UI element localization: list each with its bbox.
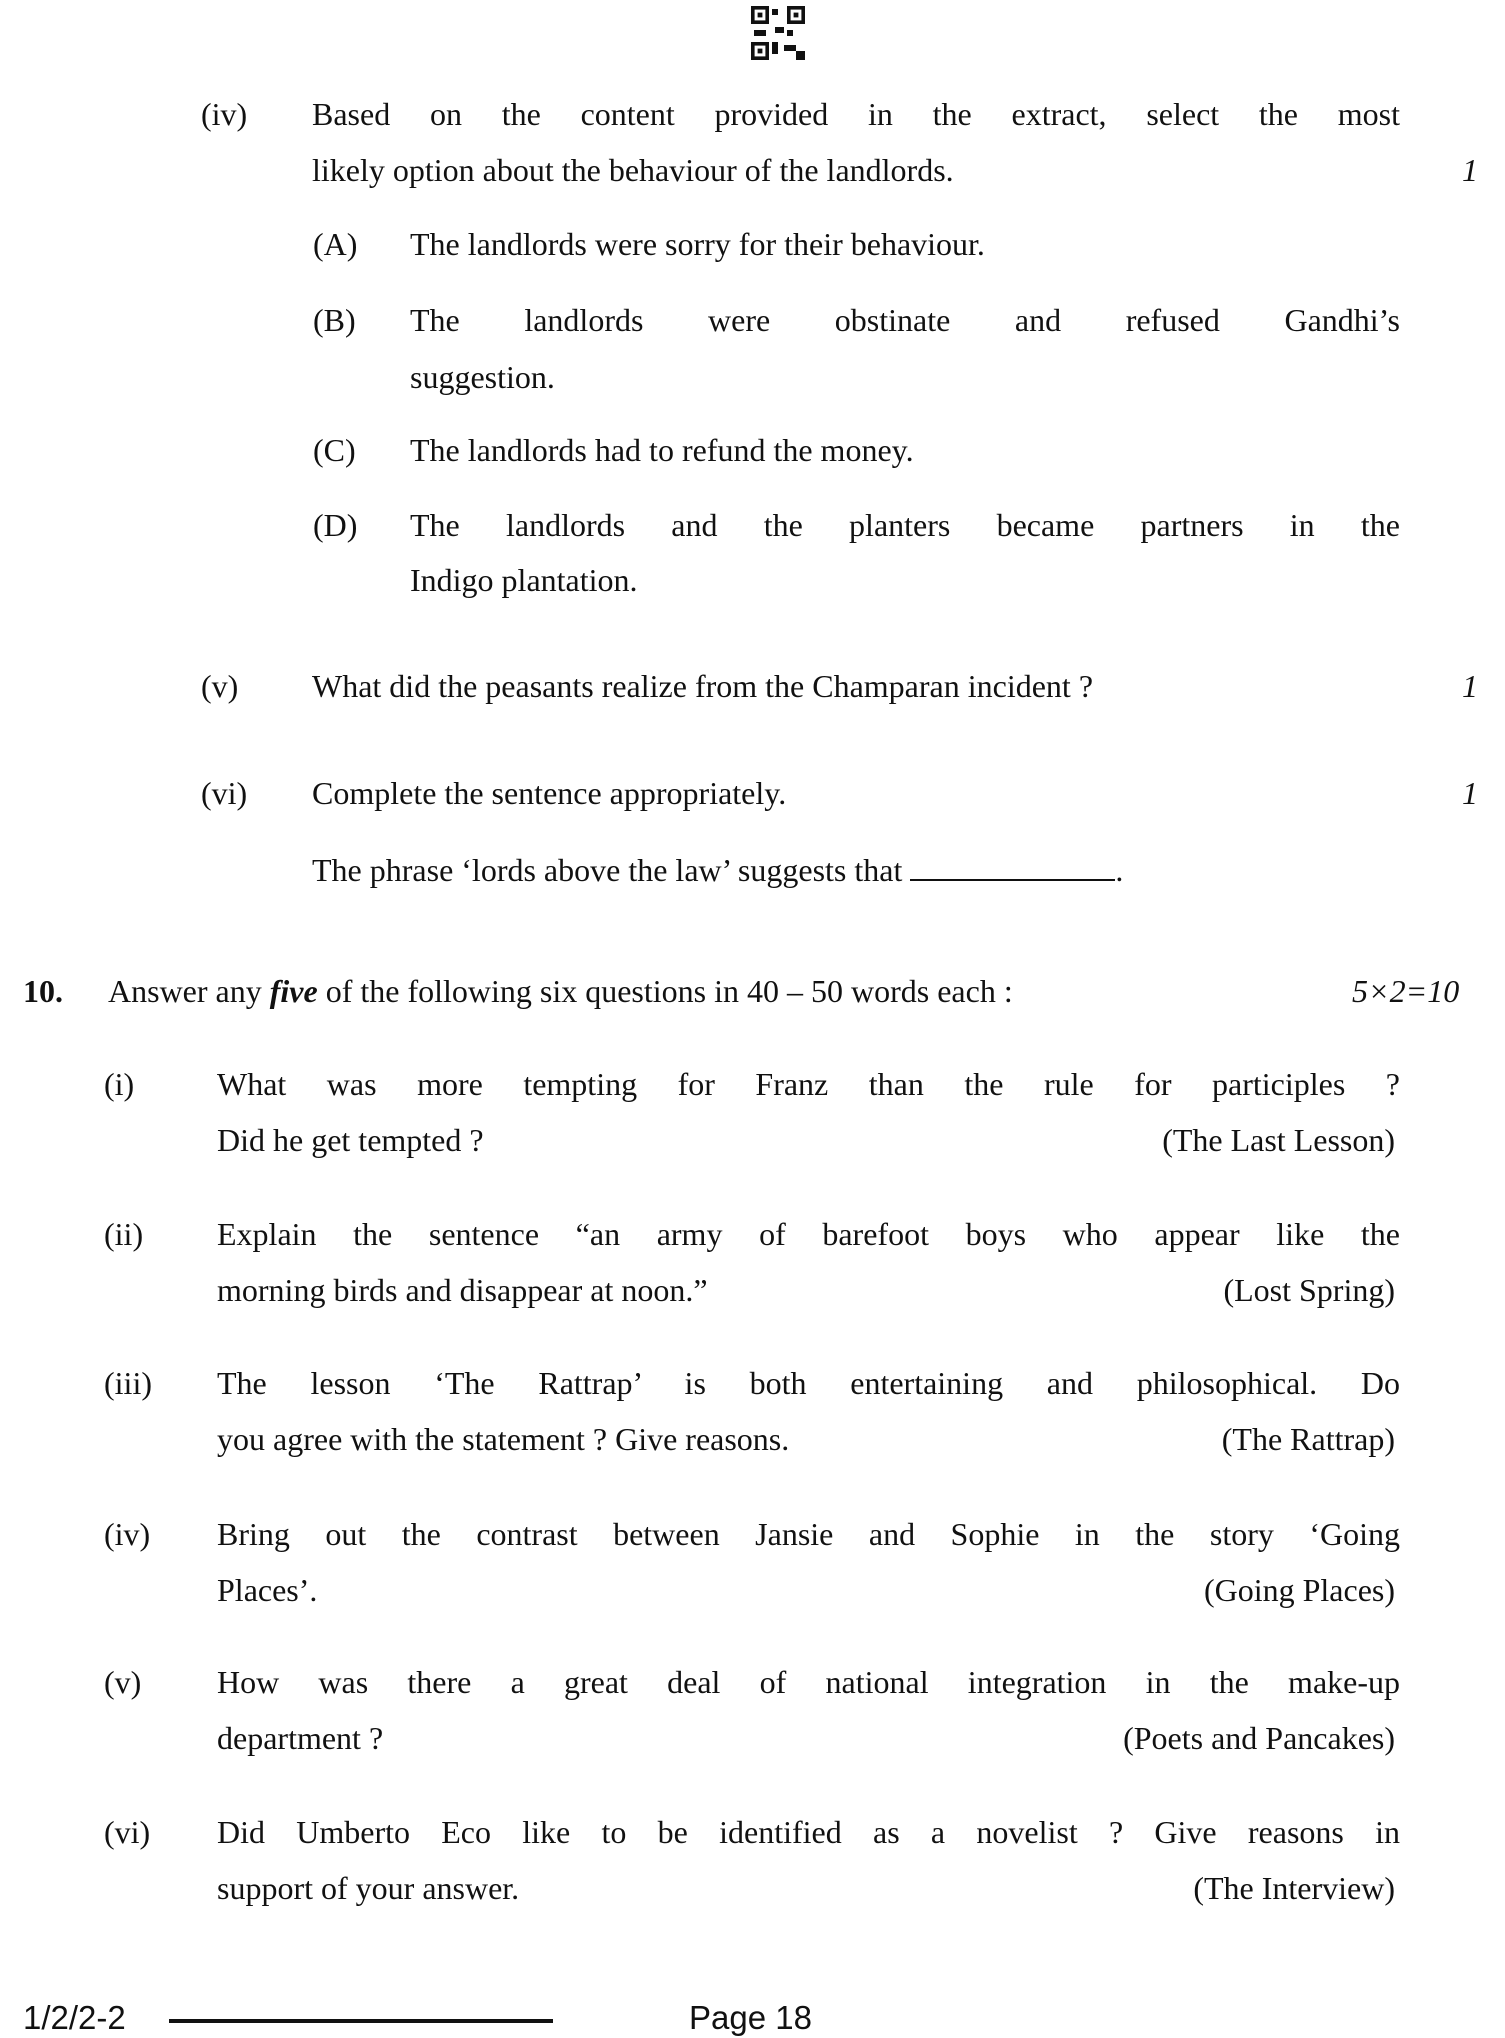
marks: 1 — [1462, 775, 1478, 811]
emphasis-five: five — [269, 973, 318, 1009]
question-text: The lesson ‘The Rattrap’ is both entertaining and philosophical. Do — [217, 1365, 1400, 1401]
question-text: Explain the sentence “an army of barefoot boys who appear like the — [217, 1216, 1400, 1252]
question-text: Did Umberto Eco like to be identified as a novelist ? Give reasons in — [217, 1814, 1400, 1850]
answer-blank — [910, 853, 1115, 881]
subquestion-label: (vi) — [104, 1814, 151, 1850]
option-label: (D) — [313, 507, 358, 543]
question-text: department ? — [217, 1720, 384, 1756]
marks: 1 — [1462, 668, 1478, 704]
paper-code: 1/2/2-2 — [23, 1999, 126, 2036]
subquestion-label: (v) — [104, 1664, 142, 1700]
question-instruction — [108, 971, 1013, 1011]
question-text: What was more tempting for Franz than the rule for participles ? — [217, 1066, 1400, 1102]
subquestion-label: (iv) — [201, 96, 248, 132]
option-label: (B) — [313, 302, 356, 338]
chapter-source: (Poets and Pancakes) — [1123, 1720, 1395, 1756]
fill-in-sentence — [312, 850, 1123, 890]
question-text: Bring out the contrast between Jansie and Sophie in the story ‘Going — [217, 1516, 1400, 1552]
question-text: likely option about the behaviour of the landlords. — [312, 152, 954, 188]
phrase-text: The phrase ‘lords above the law’ suggests that — [312, 852, 903, 888]
chapter-source: (The Last Lesson) — [1162, 1122, 1395, 1158]
footer-rule — [169, 2019, 553, 2023]
chapter-source: (The Rattrap) — [1221, 1421, 1395, 1457]
option-text: The landlords were obstinate and refused Gandhi’s — [410, 302, 1400, 338]
question-text: Based on the content provided in the extract, select the most — [312, 96, 1400, 132]
question-number: 10. — [23, 973, 63, 1009]
subquestion-label: (ii) — [104, 1216, 144, 1252]
option-text: The landlords and the planters became partners in the — [410, 507, 1400, 543]
subquestion-label: (vi) — [201, 775, 248, 811]
subquestion-label: (i) — [104, 1066, 135, 1102]
question-text: support of your answer. — [217, 1870, 520, 1906]
marks: 1 — [1462, 152, 1478, 188]
subquestion-label: (v) — [201, 668, 239, 704]
subquestion-label: (iii) — [104, 1365, 152, 1401]
page-number: Page 18 — [689, 1999, 812, 2036]
option-text: suggestion. — [410, 359, 555, 395]
option-label: (C) — [313, 432, 356, 468]
chapter-source: (Lost Spring) — [1223, 1272, 1395, 1308]
question-text: morning birds and disappear at noon.” — [217, 1272, 708, 1308]
question-text: you agree with the statement ? Give reasons. — [217, 1421, 790, 1457]
chapter-source: (Going Places) — [1203, 1572, 1395, 1608]
question-text: Did he get tempted ? — [217, 1122, 484, 1158]
instruction-text: Answer any — [108, 973, 262, 1009]
subquestion-label: (iv) — [104, 1516, 151, 1552]
qr-code — [751, 6, 805, 60]
full-stop: . — [1115, 852, 1124, 888]
question-text: What did the peasants realize from the Champaran incident ? — [312, 668, 1094, 704]
option-text: Indigo plantation. — [410, 562, 638, 598]
option-label: (A) — [313, 226, 358, 262]
question-text: How was there a great deal of national integration in the make-up — [217, 1664, 1400, 1700]
option-text: The landlords had to refund the money. — [410, 432, 914, 468]
instruction-text: of the following six questions in 40 – 50 words each : — [325, 973, 1013, 1009]
question-text: Complete the sentence appropriately. — [312, 775, 787, 811]
option-text: The landlords were sorry for their behaviour. — [410, 226, 985, 262]
chapter-source: (The Interview) — [1193, 1870, 1395, 1906]
marks: 5×2=10 — [1352, 973, 1460, 1009]
question-text: Places’. — [217, 1572, 318, 1608]
